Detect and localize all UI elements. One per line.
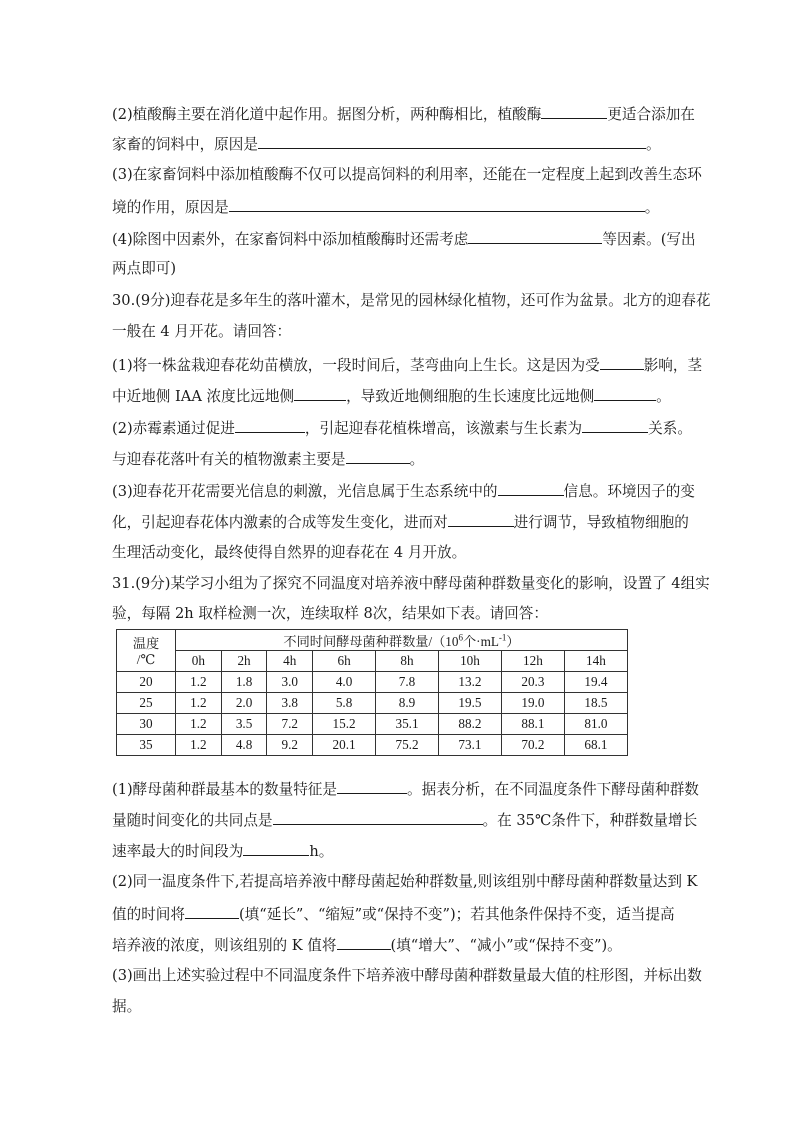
time-cell: 12h: [501, 651, 564, 672]
value-cell: 70.2: [501, 735, 564, 756]
time-cell: 4h: [267, 651, 313, 672]
value-cell: 81.0: [564, 714, 627, 735]
temperature-header-cell: 温度 /℃: [117, 630, 176, 672]
q29-2-line2: 家畜的饲料中，原因是 。: [112, 133, 682, 155]
table-row: [117, 714, 628, 735]
value-cell: 2.0: [221, 693, 267, 714]
value-cell: 1.2: [176, 693, 222, 714]
value-cell: 19.0: [501, 693, 564, 714]
value-cell: 4.0: [313, 672, 376, 693]
temp-cell: 35: [117, 735, 176, 756]
answer-blank[interactable]: [541, 103, 607, 119]
value-cell: 19.5: [438, 693, 501, 714]
value-cell: 75.2: [376, 735, 439, 756]
q30-2-line1: (2)赤霉素通过促进 ，引起迎春花植株增高，该激素与生长素为 关系。: [112, 417, 682, 439]
answer-blank[interactable]: [185, 903, 239, 919]
q29-3-line1: (3)在家畜饲料中添加植酸酶不仅可以提高饲料的利用率，还能在一定程度上起到改善生态环: [112, 166, 702, 183]
value-cell: 35.1: [376, 714, 439, 735]
value-cell: 1.2: [176, 735, 222, 756]
q31-2-line3: 培养液的浓度，则该组别的 K 值将 (填“增大”、“减小”或“保持不变”)。: [112, 934, 682, 956]
answer-blank[interactable]: [468, 228, 602, 244]
value-cell: 1.2: [176, 714, 222, 735]
q31-2-line1: (2)同一温度条件下,若提高培养液中酵母菌起始种群数量,则该组别中酵母菌种群数量达到 K: [112, 873, 698, 890]
answer-blank[interactable]: [582, 417, 648, 433]
time-cell: 6h: [313, 651, 376, 672]
q29-2-line1: (2)植酸酶主要在消化道中起作用。据图分析，两种酶相比，植酸酶 更适合添加在: [112, 103, 682, 125]
answer-blank[interactable]: [294, 385, 346, 401]
value-cell: 68.1: [564, 735, 627, 756]
answer-blank[interactable]: [594, 385, 656, 401]
answer-blank[interactable]: [235, 417, 305, 433]
q31-1-line2: 量随时间变化的共同点是 。在 35℃条件下，种群数量增长: [112, 809, 682, 831]
answer-blank[interactable]: [337, 778, 407, 794]
time-cell: 8h: [376, 651, 439, 672]
q29-4-line2: 两点即可): [112, 260, 177, 277]
q31-intro-line1: 31.(9分)某学习小组为了探究不同温度对培养液中酵母菌种群数量变化的影响，设置了 4组实: [112, 575, 710, 592]
value-cell: 7.2: [267, 714, 313, 735]
answer-blank[interactable]: [600, 354, 644, 370]
value-cell: 7.8: [376, 672, 439, 693]
table-header-row: [117, 630, 628, 651]
q30-3-line1: (3)迎春花开花需要光信息的刺激，光信息属于生态系统中的 信息。环境因子的变: [112, 480, 682, 502]
q31-3-line2: 据。: [112, 998, 142, 1015]
value-cell: 20.3: [501, 672, 564, 693]
answer-blank[interactable]: [346, 448, 410, 464]
value-cell: 19.4: [564, 672, 627, 693]
answer-blank[interactable]: [273, 809, 483, 825]
q31-2-line2: 值的时间将 (填“延长”、“缩短”或“保持不变”)；若其他条件保持不变，适当提高: [112, 903, 682, 925]
q30-2-line2: 与迎春花落叶有关的植物激素主要是 。: [112, 448, 682, 470]
q30-3-line3: 生理活动变化，最终使得自然界的迎春花在 4 月开放。: [112, 544, 467, 561]
value-cell: 3.5: [221, 714, 267, 735]
answer-blank[interactable]: [337, 934, 391, 950]
temp-cell: 25: [117, 693, 176, 714]
value-cell: 73.1: [438, 735, 501, 756]
temp-cell: 20: [117, 672, 176, 693]
table-row: [117, 693, 628, 714]
time-cell: 0h: [176, 651, 222, 672]
value-cell: 5.8: [313, 693, 376, 714]
q31-1-line1: (1)酵母菌种群最基本的数量特征是 。据表分析，在不同温度条件下酵母菌种群数: [112, 778, 682, 800]
q30-3-line2: 化，引起迎春花体内激素的合成等发生变化，进而对 进行调节，导致植物细胞的: [112, 511, 682, 533]
value-cell: 1.8: [221, 672, 267, 693]
q30-intro-line2: 一般在 4 月开花。请回答：: [112, 323, 292, 340]
answer-blank[interactable]: [229, 196, 645, 212]
table-time-row: [117, 651, 628, 672]
value-cell: 3.0: [267, 672, 313, 693]
value-cell: 18.5: [564, 693, 627, 714]
q31-intro-line2: 验，每隔 2h 取样检测一次，连续取样 8次，结果如下表。请回答：: [112, 605, 548, 622]
value-cell: 3.8: [267, 693, 313, 714]
q30-1-line1: (1)将一株盆栽迎春花幼苗横放，一段时间后，茎弯曲向上生长。这是因为受 影响，茎: [112, 354, 682, 376]
time-cell: 14h: [564, 651, 627, 672]
table-row: [117, 672, 628, 693]
value-cell: 88.1: [501, 714, 564, 735]
answer-blank[interactable]: [243, 840, 309, 856]
answer-blank[interactable]: [258, 133, 646, 149]
value-cell: 1.2: [176, 672, 222, 693]
temp-cell: 30: [117, 714, 176, 735]
q30-1-line2: 中近地侧 IAA 浓度比远地侧 ，导致近地侧细胞的生长速度比远地侧 。: [112, 385, 682, 407]
answer-blank[interactable]: [448, 511, 514, 527]
value-cell: 4.8: [221, 735, 267, 756]
value-cell: 88.2: [438, 714, 501, 735]
time-cell: 10h: [438, 651, 501, 672]
population-header-cell: 不同时间酵母菌种群数量$/(10^6$个$\cdot mL^{-1}$）: [176, 630, 628, 651]
value-cell: 15.2: [313, 714, 376, 735]
value-cell: 9.2: [267, 735, 313, 756]
q29-4-line1: (4)除图中因素外，在家畜饲料中添加植酸酶时还需考虑 等因素。(写出: [112, 228, 682, 250]
value-cell: 13.2: [438, 672, 501, 693]
q31-1-line3: 速率最大的时间段为 h。: [112, 840, 682, 862]
answer-blank[interactable]: [498, 480, 564, 496]
q31-3-line1: (3)画出上述实验过程中不同温度条件下培养液中酵母菌种群数量最大值的柱形图，并标出数: [112, 967, 702, 984]
q29-3-line2: 境的作用，原因是 。: [112, 196, 682, 218]
value-cell: 20.1: [313, 735, 376, 756]
time-cell: 2h: [221, 651, 267, 672]
yeast-population-table: [116, 629, 628, 756]
value-cell: 8.9: [376, 693, 439, 714]
table-row: [117, 735, 628, 756]
q30-intro-line1: 30.(9分)迎春花是多年生的落叶灌木，是常见的园林绿化植物，还可作为盆景。北方的迎春花: [112, 292, 711, 309]
